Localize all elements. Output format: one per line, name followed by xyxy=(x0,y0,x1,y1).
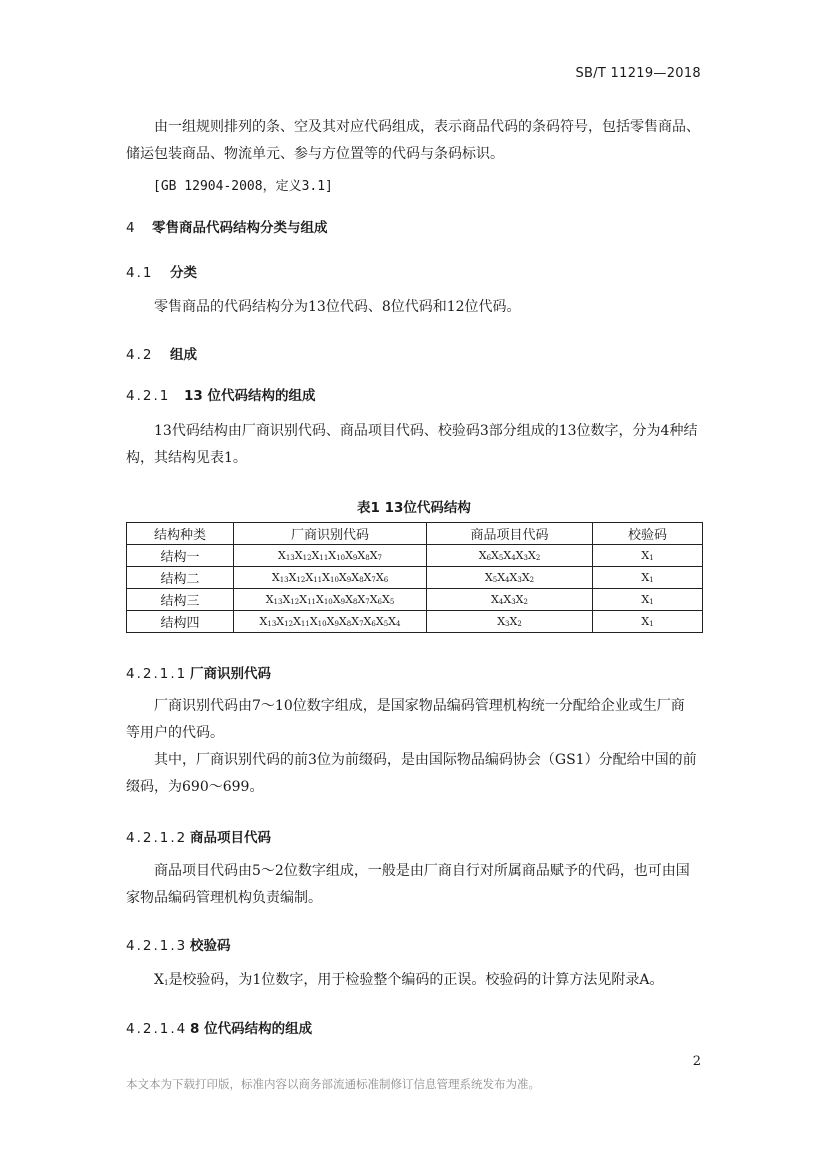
section-number: 4 xyxy=(126,220,137,236)
section-number: 4.2 xyxy=(126,347,154,363)
table-row xyxy=(127,589,703,611)
item-code-cell: $X_3X_2$ xyxy=(427,611,593,633)
paragraph-line: 商品项目代码由5～2位数字组成，一般是由厂商自行对所属商品赋予的代码，也可由国 xyxy=(154,863,690,879)
section-title: 零售商品代码结构分类与组成 xyxy=(152,220,328,236)
section-4-2-1-heading xyxy=(126,384,316,404)
section-4-1-text xyxy=(126,294,702,321)
definition-citation: [GB 12904-2008，定义3.1] xyxy=(153,179,333,194)
section-number: 4.2.1.2 xyxy=(126,830,188,846)
section-4-2-heading xyxy=(126,343,197,363)
paragraph-line: 零售商品的代码结构分为13位代码、8位代码和12位代码。 xyxy=(154,299,521,315)
section-4-1-heading xyxy=(126,261,197,281)
section-title: 组成 xyxy=(170,347,197,363)
check-digit-cell: $X_1$ xyxy=(593,567,703,589)
section-4-2-1-3-heading xyxy=(126,934,231,954)
paragraph-line: 缀码，为690～699。 xyxy=(126,779,264,795)
section-4-2-1-text xyxy=(126,418,702,472)
section-number: 4.1 xyxy=(126,265,154,281)
structure-type-cell: 结构三 xyxy=(127,589,234,611)
structure-type-cell: 结构四 xyxy=(127,611,234,633)
footer-note: 本文本为下载打印版，标准内容以商务部流通标准制修订信息管理系统发布为准。 xyxy=(126,1077,540,1091)
section-title: 校验码 xyxy=(190,938,231,954)
manufacturer-code-cell: $X_{13}X_{12}X_{11}X_{10}X_9X_8X_7$ xyxy=(234,545,427,567)
table-1-caption: 表1 13位代码结构 xyxy=(357,500,471,516)
item-code-cell: $X_6X_5X_4X_3X_2$ xyxy=(427,545,593,567)
section-4-2-1-1-heading xyxy=(126,662,271,682)
section-title: 商品项目代码 xyxy=(190,830,271,846)
section-4-2-1-1-text xyxy=(126,693,702,801)
standard-number: SB/T 11219—2018 xyxy=(575,66,701,81)
section-4-2-1-4-heading xyxy=(126,1017,312,1037)
item-code-cell: $X_5X_4X_3X_2$ xyxy=(427,567,593,589)
section-title: 分类 xyxy=(170,265,197,281)
table-row xyxy=(127,545,703,567)
paragraph-line: 13代码结构由厂商识别代码、商品项目代码、校验码3部分组成的13位数字，分为4种结 xyxy=(154,423,698,439)
section-title: 厂商识别代码 xyxy=(190,666,271,682)
item-code-cell: $X_4X_3X_2$ xyxy=(427,589,593,611)
definition-line-2: 储运包装商品、物流单元、参与方位置等的代码与条码标识。 xyxy=(126,146,504,162)
section-number: 4.2.1.1 xyxy=(126,666,188,682)
structure-type-cell: 结构一 xyxy=(127,545,234,567)
paragraph-line: 其中，厂商识别代码的前3位为前缀码，是由国际物品编码协会（GS1）分配给中国的前 xyxy=(154,752,697,768)
table-1-code-structure xyxy=(126,522,703,633)
manufacturer-code-cell: $X_{13}X_{12}X_{11}X_{10}X_9X_8X_7X_6$ xyxy=(234,567,427,589)
section-4-2-1-2-heading xyxy=(126,826,271,846)
paragraph-line: $X_1$是校验码，为1位数字，用于检验整个编码的正误。校验码的计算方法见附录A。 xyxy=(154,972,664,988)
section-4-2-1-2-text xyxy=(126,858,702,912)
section-number: 4.2.1.3 xyxy=(126,938,188,954)
section-title: 13 位代码结构的组成 xyxy=(184,388,316,404)
paragraph-line: 家物品编码管理机构负责编制。 xyxy=(126,890,322,906)
section-4-2-1-3-text xyxy=(126,967,702,997)
structure-type-cell: 结构二 xyxy=(127,567,234,589)
manufacturer-code-cell: $X_{13}X_{12}X_{11}X_{10}X_9X_8X_7X_6X_5X_4$ xyxy=(234,611,427,633)
column-header-item-code: 商品项目代码 xyxy=(427,523,593,545)
column-header-structure-type: 结构种类 xyxy=(127,523,234,545)
paragraph-line: 厂商识别代码由7～10位数字组成，是国家物品编码管理机构统一分配给企业或生厂商 xyxy=(154,698,685,714)
column-header-manufacturer-code: 厂商识别代码 xyxy=(234,523,427,545)
section-title: 8 位代码结构的组成 xyxy=(190,1021,313,1037)
check-digit-cell: $X_1$ xyxy=(593,545,703,567)
paragraph-line: 构，其结构见表1。 xyxy=(126,450,247,466)
table-row xyxy=(127,611,703,633)
page-number: 2 xyxy=(692,1054,701,1069)
definition-text xyxy=(126,114,702,168)
table-body xyxy=(127,545,703,633)
manufacturer-code-cell: $X_{13}X_{12}X_{11}X_{10}X_9X_8X_7X_6X_5$ xyxy=(234,589,427,611)
section-4-heading xyxy=(126,216,328,236)
check-digit-variable: $X_1$ xyxy=(154,972,169,988)
table-row xyxy=(127,567,703,589)
table-header-row xyxy=(127,523,703,545)
check-digit-cell: $X_1$ xyxy=(593,589,703,611)
definition-line-1: 由一组规则排列的条、空及其对应代码组成，表示商品代码的条码符号，包括零售商品、 xyxy=(154,119,700,135)
paragraph-line: 等用户的代码。 xyxy=(126,725,224,741)
check-digit-cell: $X_1$ xyxy=(593,611,703,633)
section-number: 4.2.1.4 xyxy=(126,1021,188,1037)
section-number: 4.2.1 xyxy=(126,388,171,404)
column-header-check-digit: 校验码 xyxy=(593,523,703,545)
